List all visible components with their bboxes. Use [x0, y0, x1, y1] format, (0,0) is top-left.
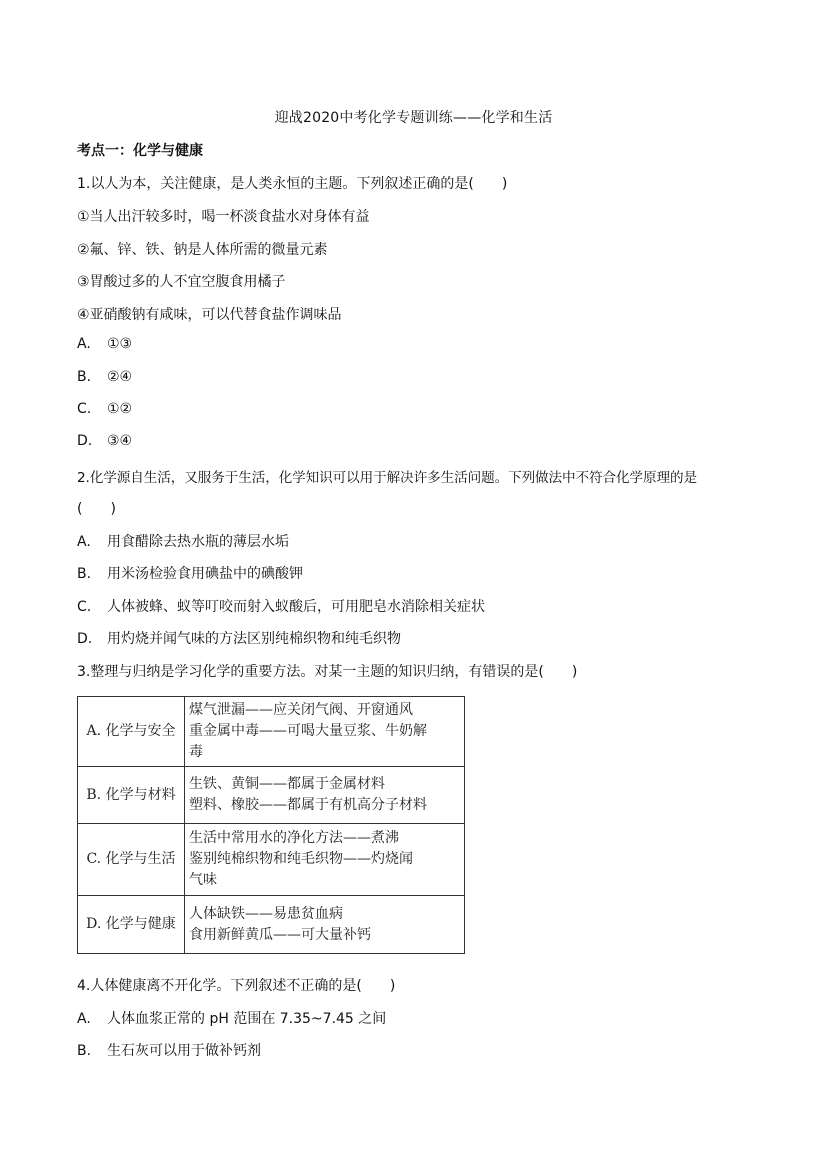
section-heading: 考点一：化学与健康	[77, 143, 203, 159]
option-letter: C.	[77, 599, 92, 615]
table-content-line: 毒	[189, 744, 203, 760]
q2-option-b	[77, 563, 303, 583]
q4-option-b	[77, 1040, 261, 1060]
option-letter: C.	[77, 401, 92, 417]
q1-statement-2: ②氟、锌、铁、钠是人体所需的微量元素	[77, 242, 328, 258]
option-text: 人体血浆正常的 pH 范围在 7.35~7.45 之间	[107, 1011, 387, 1027]
option-text: 生石灰可以用于做补钙剂	[107, 1043, 261, 1059]
page-title: 迎战2020中考化学专题训练——化学和生活	[274, 110, 553, 126]
option-letter: D.	[77, 631, 93, 647]
option-text: ①②	[107, 401, 133, 417]
question-4-stem: 4.人体健康离不开化学。下列叙述不正确的是( )	[77, 978, 396, 994]
table-content	[185, 824, 465, 896]
table-row	[78, 767, 465, 824]
option-letter: B.	[77, 566, 92, 582]
table-category: B. 化学与材料	[78, 767, 185, 824]
table-category: A. 化学与安全	[78, 697, 185, 767]
question-2-stem: 2.化学源自生活，又服务于生活，化学知识可以用于解决许多生活问题。下列做法中不符合化学原理的是	[77, 470, 697, 486]
q1-statement-3: ③胃酸过多的人不宜空腹食用橘子	[77, 274, 286, 290]
table-content-line: 食用新鲜黄瓜——可大量补钙	[189, 926, 371, 943]
table-row	[78, 896, 465, 954]
table-category: C. 化学与生活	[78, 824, 185, 896]
q1-option-c	[77, 401, 132, 417]
option-text: ①③	[107, 336, 133, 352]
option-letter: B.	[77, 1043, 92, 1059]
q1-statement-4: ④亚硝酸钠有咸味，可以代替食盐作调味品	[77, 307, 342, 323]
table-content-line: 重金属中毒——可喝大量豆浆、牛奶解	[189, 723, 427, 739]
option-text: 用米汤检验食用碘盐中的碘酸钾	[107, 566, 303, 582]
table-content	[185, 896, 465, 954]
table-content-line: 生铁、黄铜——都属于金属材料	[189, 776, 385, 792]
q1-option-d	[77, 433, 132, 449]
table-content-line: 生活中常用水的净化方法——煮沸	[189, 830, 399, 846]
q4-option-a	[77, 1008, 386, 1028]
table-row	[78, 697, 465, 767]
table-content	[185, 767, 465, 824]
option-text: ②④	[107, 369, 133, 385]
table-row	[78, 824, 465, 896]
q1-option-a	[77, 336, 132, 352]
q2-option-d	[77, 628, 401, 648]
table-content-line: 塑料、橡胶——都属于有机高分子材料	[189, 797, 427, 813]
option-text: 用灼烧并闻气味的方法区别纯棉织物和纯毛织物	[107, 631, 401, 647]
question-3-stem: 3.整理与归纳是学习化学的重要方法。对某一主题的知识归纳，有错误的是( )	[77, 664, 578, 680]
option-letter: A.	[77, 336, 91, 352]
option-text: 用食醋除去热水瓶的薄层水垢	[107, 534, 289, 550]
option-letter: B.	[77, 369, 92, 385]
q2-option-a	[77, 531, 289, 551]
table-content	[185, 697, 465, 767]
option-text: 人体被蜂、蚁等叮咬而射入蚁酸后，可用肥皂水消除相关症状	[107, 599, 485, 615]
option-letter: A.	[77, 534, 91, 550]
table-content-line: 鉴别纯棉织物和纯毛织物——灼烧闻	[189, 851, 413, 867]
table-content-line: 人体缺铁——易患贫血病	[189, 905, 343, 922]
q1-option-b	[77, 369, 132, 385]
knowledge-table	[77, 696, 465, 954]
question-1-stem: 1.以人为本，关注健康，是人类永恒的主题。下列叙述正确的是( )	[77, 176, 508, 192]
option-letter: D.	[77, 433, 93, 449]
option-letter: A.	[77, 1011, 91, 1027]
q1-statement-1: ①当人出汗较多时，喝一杯淡食盐水对身体有益	[77, 209, 370, 225]
question-2-paren: ( )	[77, 501, 116, 517]
q2-option-c	[77, 596, 485, 616]
table-content-line: 气味	[189, 872, 217, 888]
table-content-line: 煤气泄漏——应关闭气阀、开窗通风	[189, 702, 413, 718]
table-category: D. 化学与健康	[78, 896, 185, 954]
option-text: ③④	[107, 433, 133, 449]
